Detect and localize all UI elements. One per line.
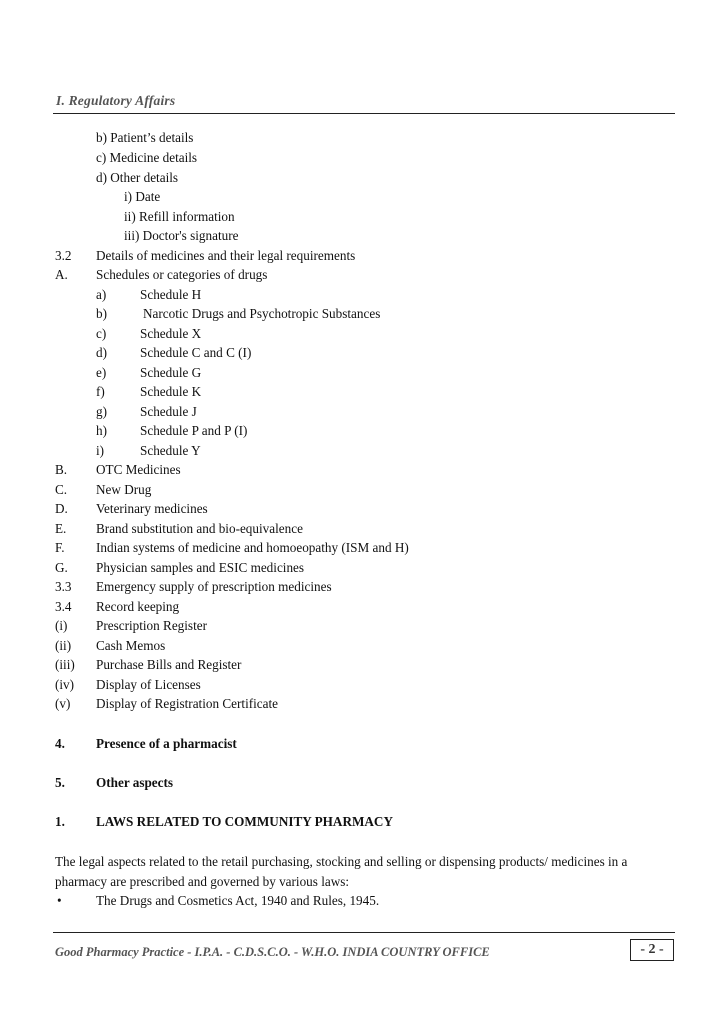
- list-item: New Drug: [96, 482, 152, 497]
- header-rule: [53, 113, 675, 114]
- list-number: E.: [55, 521, 67, 536]
- section-number: 5.: [55, 775, 65, 790]
- list-item: Purchase Bills and Register: [96, 657, 242, 672]
- list-item: Schedule J: [140, 404, 197, 419]
- running-header: I. Regulatory Affairs: [56, 93, 176, 108]
- list-item: ii) Refill information: [124, 209, 235, 224]
- list-item: Physician samples and ESIC medicines: [96, 560, 305, 575]
- list-item: c) Medicine details: [96, 150, 198, 165]
- footer-rule: [53, 932, 675, 933]
- list-item: Cash Memos: [96, 638, 166, 653]
- list-item: i) Date: [124, 189, 161, 204]
- list-item: Schedules or categories of drugs: [96, 267, 268, 282]
- list-number: d): [96, 345, 107, 360]
- list-number: (iv): [55, 677, 75, 692]
- list-item: d) Other details: [96, 170, 179, 185]
- list-item: Schedule X: [140, 326, 202, 341]
- intro-paragraph: The legal aspects related to the retail purchasing, stocking and selling or dispensing products/ medicines in a pharmacy are prescribed and governed by various laws:: [55, 854, 628, 889]
- running-footer: Good Pharmacy Practice - I.P.A. - C.D.S.C.O. - W.H.O. INDIA COUNTRY OFFICE: [55, 945, 490, 959]
- list-number: c): [96, 326, 107, 341]
- list-number: A.: [55, 267, 68, 282]
- list-number: G.: [55, 560, 68, 575]
- list-item: Display of Registration Certificate: [96, 696, 279, 711]
- list-number: h): [96, 423, 107, 438]
- list-item: Narcotic Drugs and Psychotropic Substances: [143, 306, 381, 321]
- list-number: i): [96, 443, 105, 458]
- page-number: - 2 -: [630, 939, 674, 961]
- list-number: e): [96, 365, 107, 380]
- list-number: b): [96, 306, 107, 321]
- list-number: D.: [55, 501, 68, 516]
- bullet-icon: •: [57, 893, 62, 908]
- section-heading: LAWS RELATED TO COMMUNITY PHARMACY: [96, 814, 393, 829]
- list-item: Details of medicines and their legal requirements: [96, 248, 356, 263]
- section-heading: Presence of a pharmacist: [96, 736, 237, 751]
- list-item: Schedule H: [140, 287, 202, 302]
- list-number: a): [96, 287, 107, 302]
- list-number: C.: [55, 482, 68, 497]
- bullet-item: The Drugs and Cosmetics Act, 1940 and Rules, 1945.: [96, 893, 380, 908]
- list-number: B.: [55, 462, 68, 477]
- list-item: Display of Licenses: [96, 677, 201, 692]
- section-heading: Other aspects: [96, 775, 174, 790]
- list-item: OTC Medicines: [96, 462, 181, 477]
- list-number: (i): [55, 618, 68, 633]
- list-number: 3.4: [55, 599, 72, 614]
- list-number: f): [96, 384, 105, 399]
- list-item: Veterinary medicines: [96, 501, 208, 516]
- list-item: Record keeping: [96, 599, 180, 614]
- section-number: 1.: [55, 814, 65, 829]
- list-item: Schedule G: [140, 365, 202, 380]
- list-item: Schedule K: [140, 384, 202, 399]
- section-number: 4.: [55, 736, 65, 751]
- list-item: Indian systems of medicine and homoeopathy (ISM and H): [96, 540, 409, 555]
- list-item: b) Patient’s details: [96, 130, 194, 145]
- list-number: g): [96, 404, 107, 419]
- list-item: Schedule C and C (I): [140, 345, 252, 360]
- list-number: (ii): [55, 638, 72, 653]
- list-number: (iii): [55, 657, 75, 672]
- list-number: 3.3: [55, 579, 72, 594]
- list-item: Schedule P and P (I): [140, 423, 248, 438]
- list-item: Brand substitution and bio-equivalence: [96, 521, 303, 536]
- list-item: Emergency supply of prescription medicines: [96, 579, 332, 594]
- list-item: Prescription Register: [96, 618, 207, 633]
- list-item: iii) Doctor's signature: [124, 228, 239, 243]
- list-number: (v): [55, 696, 71, 711]
- list-number: F.: [55, 540, 65, 555]
- list-item: Schedule Y: [140, 443, 201, 458]
- list-number: 3.2: [55, 248, 72, 263]
